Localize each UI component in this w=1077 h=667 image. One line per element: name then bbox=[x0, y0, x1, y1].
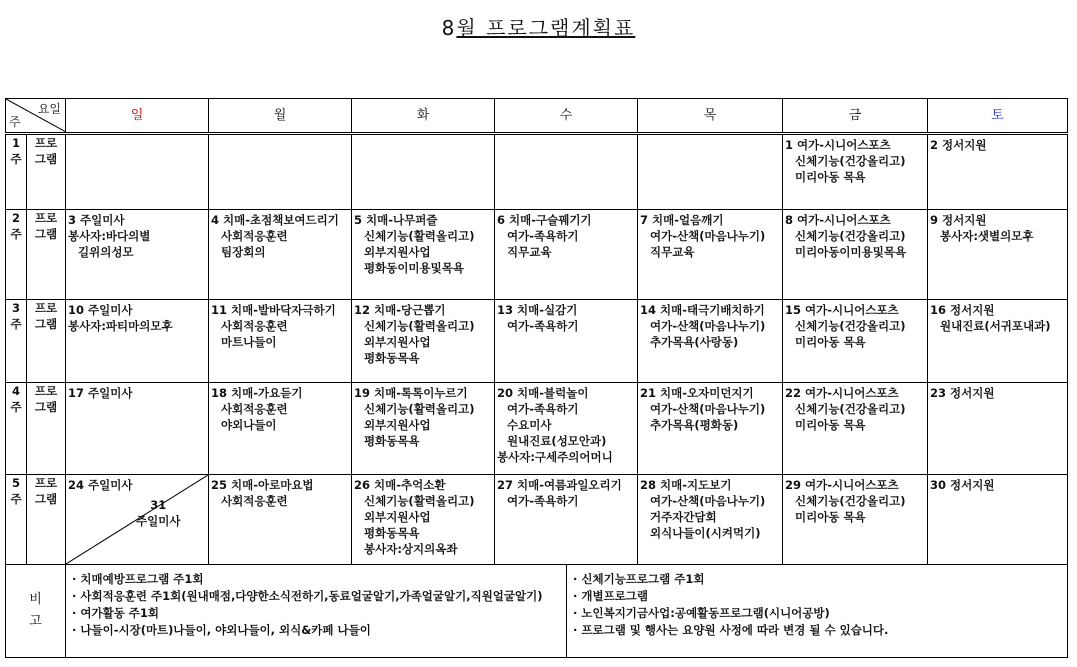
week-row bbox=[6, 300, 1068, 383]
notes-left bbox=[66, 565, 567, 657]
day-entry-line: 여가-족욕하기 bbox=[507, 229, 579, 243]
day-entry-line: 원내진료(서귀포내과) bbox=[940, 319, 1051, 333]
day-header-wed: 수 bbox=[495, 99, 638, 134]
day-entry-line: 사회적응훈련 bbox=[221, 494, 288, 508]
day-entry-line: 신체기능(활력올리고) bbox=[364, 402, 475, 416]
day-entry-title: 24 주일미사 bbox=[68, 478, 133, 492]
day-cell bbox=[352, 300, 495, 383]
day-cell bbox=[495, 300, 638, 383]
day-entry-line: 미리아동 목욕 bbox=[795, 170, 866, 184]
program-label: 프로 그램 bbox=[27, 300, 66, 383]
day-entry-title: 5 치매-나무퍼즐 bbox=[354, 213, 438, 227]
day-entry-title: 27 치매-여름과일오리기 bbox=[497, 478, 622, 492]
day-entry-line: 사회적응훈련 bbox=[221, 229, 288, 243]
week-number: 5 주 bbox=[6, 475, 27, 565]
day-entry-line: 신체기능(활력올리고) bbox=[364, 494, 475, 508]
day-cell bbox=[209, 383, 352, 475]
note-line: · 개별프로그램 bbox=[573, 589, 649, 603]
day-entry-title: 23 정서지원 bbox=[930, 386, 995, 400]
day-entry-title: 21 치매-오자미던지기 bbox=[640, 386, 754, 400]
day-entry-line: 봉사자:바다의별 bbox=[68, 229, 151, 243]
day-cell bbox=[209, 134, 352, 210]
day-entry-title: 29 여가-시니어스포츠 bbox=[785, 478, 899, 492]
day-cell bbox=[352, 134, 495, 210]
week-number: 3 주 bbox=[6, 300, 27, 383]
notes-cell bbox=[66, 565, 1068, 658]
day-entry-line: 외식나들이(시켜먹기) bbox=[650, 526, 761, 540]
day-entry-line: 여가-족욕하기 bbox=[507, 494, 579, 508]
day-entry-line: 외부지원사업 bbox=[364, 335, 431, 349]
day-header-sun: 일 bbox=[66, 99, 209, 134]
notes-right bbox=[567, 565, 1067, 657]
note-line: · 치매예방프로그램 주1회 bbox=[72, 572, 204, 586]
day-entry-line: 미리아동이미용및목욕 bbox=[795, 245, 907, 259]
day-cell bbox=[638, 210, 783, 300]
day-entry-line: 평화동이미용및목욕 bbox=[364, 261, 464, 275]
day-entry-title: 10 주일미사 bbox=[68, 303, 133, 317]
day-entry-title: 15 여가-시니어스포츠 bbox=[785, 303, 899, 317]
page-title: 8월 프로그램계획표 bbox=[441, 16, 636, 40]
day-cell bbox=[352, 210, 495, 300]
day-entry-line: 길위의성모 bbox=[78, 245, 134, 259]
day-entry-line: 원내진료(성모안과) bbox=[507, 434, 607, 448]
day-cell bbox=[928, 210, 1068, 300]
week-number: 1 주 bbox=[6, 134, 27, 210]
day-entry-line: 신체기능(건강올리고) bbox=[795, 319, 906, 333]
day-cell bbox=[66, 300, 209, 383]
day-entry-title: 13 치매-실감기 bbox=[497, 303, 578, 317]
day-cell bbox=[638, 475, 783, 565]
note-line: · 신체기능프로그램 주1회 bbox=[573, 572, 705, 586]
day-cell bbox=[928, 383, 1068, 475]
day-entry-title: 22 여가-시니어스포츠 bbox=[785, 386, 899, 400]
day-entry-line: 여가-산책(마음나누기) bbox=[650, 402, 766, 416]
day-entry-line: 외부지원사업 bbox=[364, 245, 431, 259]
day-entry-title: 14 치매-태극기배치하기 bbox=[640, 303, 765, 317]
notes-label: 비 고 bbox=[6, 565, 66, 658]
day-cell bbox=[495, 383, 638, 475]
day-cell bbox=[638, 300, 783, 383]
note-line: · 사회적응훈련 주1회(원내매점,다양한소식전하기,동료얼굴알기,가족얼굴알기,직원얼굴알기) bbox=[72, 589, 543, 603]
day-cell bbox=[352, 475, 495, 565]
day-entry-line: 여가-산책(마음나누기) bbox=[650, 494, 766, 508]
day-entry-line: 추가목욕(평화동) bbox=[650, 418, 739, 432]
day-entry-line: 야외나들이 bbox=[221, 418, 277, 432]
day-entry-line: 봉사자:샛별의모후 bbox=[940, 229, 1034, 243]
day-cell bbox=[352, 383, 495, 475]
program-label: 프로 그램 bbox=[27, 475, 66, 565]
day-entry-title: 25 치매-아로마요법 bbox=[211, 478, 314, 492]
day-entry-title: 28 치매-지도보기 bbox=[640, 478, 732, 492]
week-row bbox=[6, 383, 1068, 475]
day-cell bbox=[66, 475, 209, 565]
day-entry-line: 여가-산책(마음나누기) bbox=[650, 319, 766, 333]
day-entry-title: 7 치매-얼음깨기 bbox=[640, 213, 724, 227]
week-row bbox=[6, 210, 1068, 300]
day-entry-line: 봉사자:상지의옥좌 bbox=[364, 542, 458, 556]
day-cell bbox=[638, 383, 783, 475]
day-entry-line: 평화동목욕 bbox=[364, 351, 420, 365]
note-line: · 나들이-시장(마트)나들이, 야외나들이, 외식&카페 나들이 bbox=[72, 623, 371, 637]
day-entry-line: 직무교육 bbox=[507, 245, 552, 259]
day-entry-title: 8 여가-시니어스포츠 bbox=[785, 213, 891, 227]
day-entry-line: 봉사자:구세주의어머니 bbox=[497, 450, 613, 464]
day-header-mon: 월 bbox=[209, 99, 352, 134]
week-row bbox=[6, 475, 1068, 565]
week-number: 4 주 bbox=[6, 383, 27, 475]
note-line: · 여가활동 주1회 bbox=[72, 606, 160, 620]
day-cell bbox=[209, 475, 352, 565]
day-entry-title: 18 치매-가요듣기 bbox=[211, 386, 303, 400]
day-entry-line: 봉사자:파티마의모후 bbox=[68, 319, 173, 333]
day-entry-line: 외부지원사업 bbox=[364, 418, 431, 432]
day-entry-line: 거주자간담회 bbox=[650, 510, 717, 524]
day-entry-line: 신체기능(건강올리고) bbox=[795, 494, 906, 508]
day-entry-line: 사회적응훈련 bbox=[221, 319, 288, 333]
day-header-thu: 목 bbox=[638, 99, 783, 134]
note-line: · 노인복지기금사업:공예활동프로그램(시니어공방) bbox=[573, 606, 830, 620]
day-header-fri: 금 bbox=[783, 99, 928, 134]
day-cell bbox=[783, 383, 928, 475]
day-entry-title: 6 치매-구슬꿰기기 bbox=[497, 213, 592, 227]
day-entry-line: 신체기능(활력올리고) bbox=[364, 319, 475, 333]
day-entry-line: 여가-족욕하기 bbox=[507, 319, 579, 333]
week-label: 주 bbox=[9, 115, 21, 129]
day-cell bbox=[783, 300, 928, 383]
day-entry-title: 3 주일미사 bbox=[68, 213, 125, 227]
day-cell bbox=[66, 210, 209, 300]
week-row bbox=[6, 134, 1068, 210]
day-cell bbox=[783, 134, 928, 210]
extra-day-entry: 31 주일미사 bbox=[136, 498, 181, 528]
day-entry-title: 11 치매-발바닥자극하기 bbox=[211, 303, 336, 317]
day-entry-line: 여가-산책(마음나누기) bbox=[650, 229, 766, 243]
day-entry-line: 미리아동 목욕 bbox=[795, 418, 866, 432]
corner-header bbox=[6, 99, 66, 134]
day-entry-title: 2 정서지원 bbox=[930, 138, 987, 152]
day-entry-title: 9 정서지원 bbox=[930, 213, 987, 227]
day-cell bbox=[928, 300, 1068, 383]
program-label: 프로 그램 bbox=[27, 383, 66, 475]
day-entry-line: 외부지원사업 bbox=[364, 510, 431, 524]
day-cell bbox=[66, 383, 209, 475]
day-entry-line: 직무교육 bbox=[650, 245, 695, 259]
day-entry-title: 30 정서지원 bbox=[930, 478, 995, 492]
day-entry-line: 신체기능(건강올리고) bbox=[795, 229, 906, 243]
program-label: 프로 그램 bbox=[27, 210, 66, 300]
day-cell bbox=[495, 475, 638, 565]
day-cell bbox=[495, 134, 638, 210]
day-entry-title: 12 치매-당근뽑기 bbox=[354, 303, 446, 317]
day-cell bbox=[783, 475, 928, 565]
day-entry-title: 4 치매-초점책보여드리기 bbox=[211, 213, 339, 227]
day-cell bbox=[495, 210, 638, 300]
day-entry-line: 평화동목욕 bbox=[364, 434, 420, 448]
day-entry-line: 신체기능(건강올리고) bbox=[795, 154, 906, 168]
week-number: 2 주 bbox=[6, 210, 27, 300]
day-entry-line: 미리아동 목욕 bbox=[795, 335, 866, 349]
program-label: 프로 그램 bbox=[27, 134, 66, 210]
day-entry-line: 수요미사 bbox=[507, 418, 552, 432]
day-cell bbox=[928, 134, 1068, 210]
day-entry-title: 26 치매-추억소환 bbox=[354, 478, 446, 492]
day-entry-line: 마트나들이 bbox=[221, 335, 277, 349]
day-cell bbox=[66, 134, 209, 210]
program-plan-table bbox=[5, 98, 1068, 658]
day-cell bbox=[638, 134, 783, 210]
day-cell bbox=[928, 475, 1068, 565]
day-entry-line: 추가목욕(사랑동) bbox=[650, 335, 739, 349]
header-row bbox=[6, 99, 1068, 134]
day-cell bbox=[209, 300, 352, 383]
day-entry-title: 19 치매-톡톡이누르기 bbox=[354, 386, 468, 400]
day-entry-line: 여가-족욕하기 bbox=[507, 402, 579, 416]
day-entry-line: 신체기능(활력올리고) bbox=[364, 229, 475, 243]
day-cell bbox=[783, 210, 928, 300]
day-entry-title: 1 여가-시니어스포츠 bbox=[785, 138, 891, 152]
day-entry-title: 20 치매-블럭놀이 bbox=[497, 386, 589, 400]
day-entry-line: 평화동목욕 bbox=[364, 526, 420, 540]
day-entry-line: 미리아동 목욕 bbox=[795, 510, 866, 524]
notes-row bbox=[6, 565, 1068, 658]
day-entry-title: 17 주일미사 bbox=[68, 386, 133, 400]
day-header-tue: 화 bbox=[352, 99, 495, 134]
day-entry-line: 팀장회의 bbox=[221, 245, 266, 259]
day-entry-line: 사회적응훈련 bbox=[221, 402, 288, 416]
day-header-sat: 토 bbox=[928, 99, 1068, 134]
day-label: 요일 bbox=[37, 102, 61, 116]
day-entry-title: 16 정서지원 bbox=[930, 303, 995, 317]
day-cell bbox=[209, 210, 352, 300]
day-entry-line: 신체기능(건강올리고) bbox=[795, 402, 906, 416]
note-line: · 프로그램 및 행사는 요양원 사정에 따라 변경 될 수 있습니다. bbox=[573, 623, 889, 637]
